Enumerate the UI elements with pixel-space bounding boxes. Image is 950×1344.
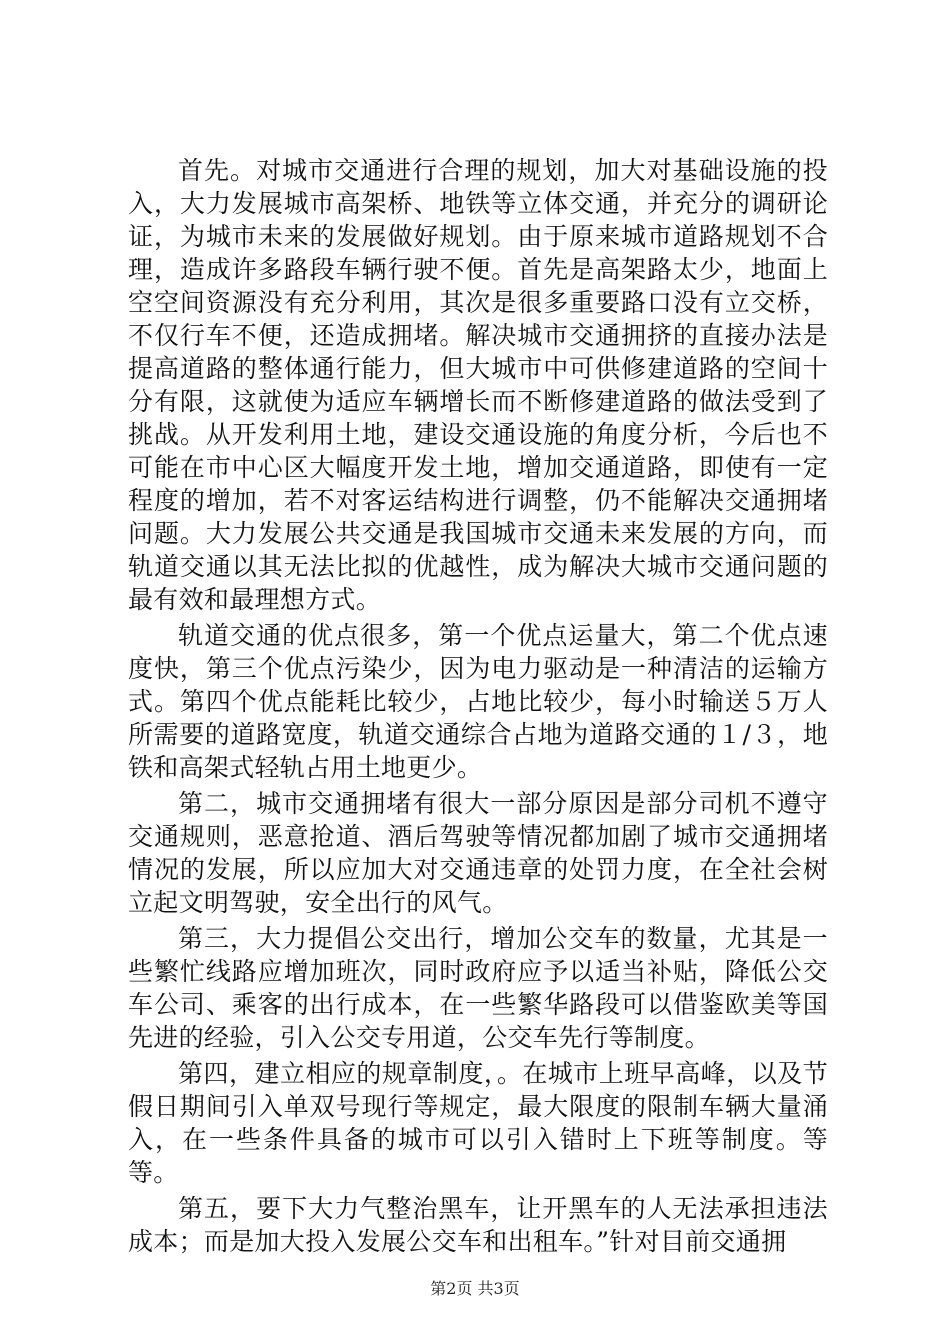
page-footer: 第2页 共3页	[430, 1279, 520, 1298]
paragraph-5: 第四，建立相应的规章制度，。在城市上班早高峰，以及节假日期间引入单双号现行等规定，最大限度的限制车辆大量涌入，在一些条件具备的城市可以引入错时上下班等制度。等等。	[128, 1059, 828, 1187]
paragraph-2: 轨道交通的优点很多，第一个优点运量大，第二个优点速度快，第三个优点污染少，因为电力驱动是一种清洁的运输方式。第四个优点能耗比较少，占地比较少，每小时输送５万人所需要的道路宽度，轨道交通综合占地为道路交通的１/３，地铁和高架式轻轨占用土地更少。	[128, 621, 828, 782]
document-body	[128, 154, 828, 1261]
paragraph-6: 第五，要下大力气整治黑车，让开黑车的人无法承担违法成本；而是加大投入发展公交车和出租车。”针对目前交通拥	[128, 1194, 828, 1256]
paragraph-3: 第二，城市交通拥堵有很大一部分原因是部分司机不遵守交通规则，恶意抢道、酒后驾驶等情况都加剧了城市交通拥堵情况的发展，所以应加大对交通违章的处罚力度，在全社会树立起文明驾驶，安全出行的风气。	[128, 789, 828, 917]
paragraph-4: 第三，大力提倡公交出行，增加公交车的数量，尤其是一些繁忙线路应增加班次，同时政府应予以适当补贴，降低公交车公司、乘客的出行成本，在一些繁华路段可以借鉴欧美等国先进的经验，引入公交专用道，公交车先行等制度。	[128, 924, 828, 1052]
paragraph-1: 首先。对城市交通进行合理的规划，加大对基础设施的投入，大力发展城市高架桥、地铁等立体交通，并充分的调研论证，为城市未来的发展做好规划。由于原来城市道路规划不合理，造成许多路段车辆行驶不便。首先是高架路太少，地面上空空间资源没有充分利用，其次是很多重要路口没有立交桥，不仅行车不便，还造成拥堵。解决城市交通拥挤的直接办法是提高道路的整体通行能力，但大城市中可供修建道路的空间十分有限，这就使为适应车辆增长而不断修建道路的做法受到了挑战。从开发利用土地，建设交通设施的角度分析，今后也不可能在市中心区大幅度开发土地，增加交通道路，即使有一定程度的增加，若不对客运结构进行调整，仍不能解决交通拥堵问题。大力发展公共交通是我国城市交通未来发展的方向，而轨道交通以其无法比拟的优越性，成为解决大城市交通问题的最有效和最理想方式。	[128, 156, 828, 614]
